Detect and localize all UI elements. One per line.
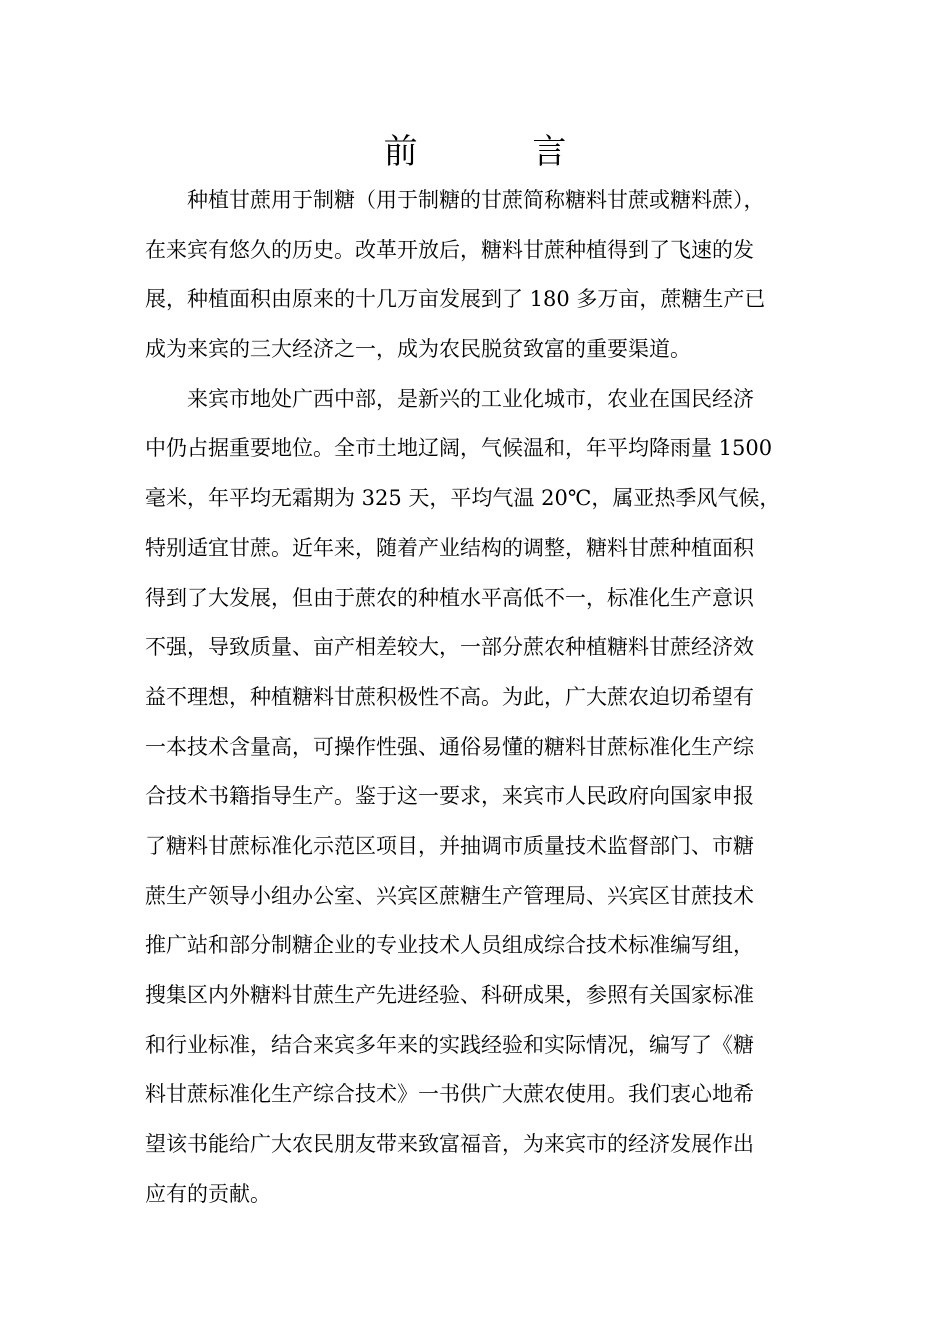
text-line: 蔗生产领导小组办公室、兴宾区蔗糖生产管理局、兴宾区甘蔗技术	[145, 883, 754, 908]
page-title: 前 言	[383, 132, 619, 172]
text-line: 搜集区内外糖料甘蔗生产先进经验、科研成果，参照有关国家标准	[145, 983, 754, 1007]
preface-body	[145, 176, 810, 1219]
text-line: 成为来宾的三大经济之一，成为农民脱贫致富的重要渠道。	[145, 337, 691, 362]
text-line: 料甘蔗标准化生产综合技术》一书供广大蔗农使用。我们衷心地希	[145, 1082, 754, 1107]
text-line: 毫米，年平均无霜期为 325 天，平均气温 20℃，属亚热季风气候，	[145, 486, 781, 511]
text-line: 了糖料甘蔗标准化示范区项目，并抽调市质量技术监督部门、市糖	[145, 833, 754, 858]
text-line: 合技术书籍指导生产。鉴于这一要求，来宾市人民政府向国家申报	[145, 784, 754, 809]
text-line: 中仍占据重要地位。全市土地辽阔，气候温和，年平均降雨量 1500	[145, 436, 773, 461]
text-line: 推广站和部分制糖企业的专业技术人员组成综合技术标准编写组，	[145, 933, 754, 958]
text-line: 得到了大发展，但由于蔗农的种植水平高低不一，标准化生产意识	[145, 585, 754, 610]
text-line: 一本技术含量高，可操作性强、通俗易懂的糖料甘蔗标准化生产综	[145, 734, 754, 759]
text-line: 展，种植面积由原来的十几万亩发展到了 180 多万亩，蔗糖生产已	[145, 287, 766, 312]
text-line: 和行业标准，结合来宾多年来的实践经验和实际情况，编写了《糖	[145, 1032, 754, 1057]
text-line: 益不理想，种植糖料甘蔗积极性不高。为此，广大蔗农迫切希望有	[145, 684, 754, 709]
text-line: 应有的贡献。	[145, 1181, 271, 1206]
text-line: 特别适宜甘蔗。近年来，随着产业结构的调整，糖料甘蔗种植面积	[145, 535, 754, 560]
text-line: 不强，导致质量、亩产相差较大，一部分蔗农种植糖料甘蔗经济效	[145, 635, 754, 660]
text-line: 望该书能给广大农民朋友带来致富福音，为来宾市的经济发展作出	[145, 1132, 754, 1157]
text-line: 种植甘蔗用于制糖（用于制糖的甘蔗简称糖料甘蔗或糖料蔗），	[145, 188, 765, 212]
text-line: 在来宾有悠久的历史。改革开放后，糖料甘蔗种植得到了飞速的发	[145, 237, 754, 262]
text-line: 来宾市地处广西中部，是新兴的工业化城市，农业在国民经济	[145, 386, 754, 411]
